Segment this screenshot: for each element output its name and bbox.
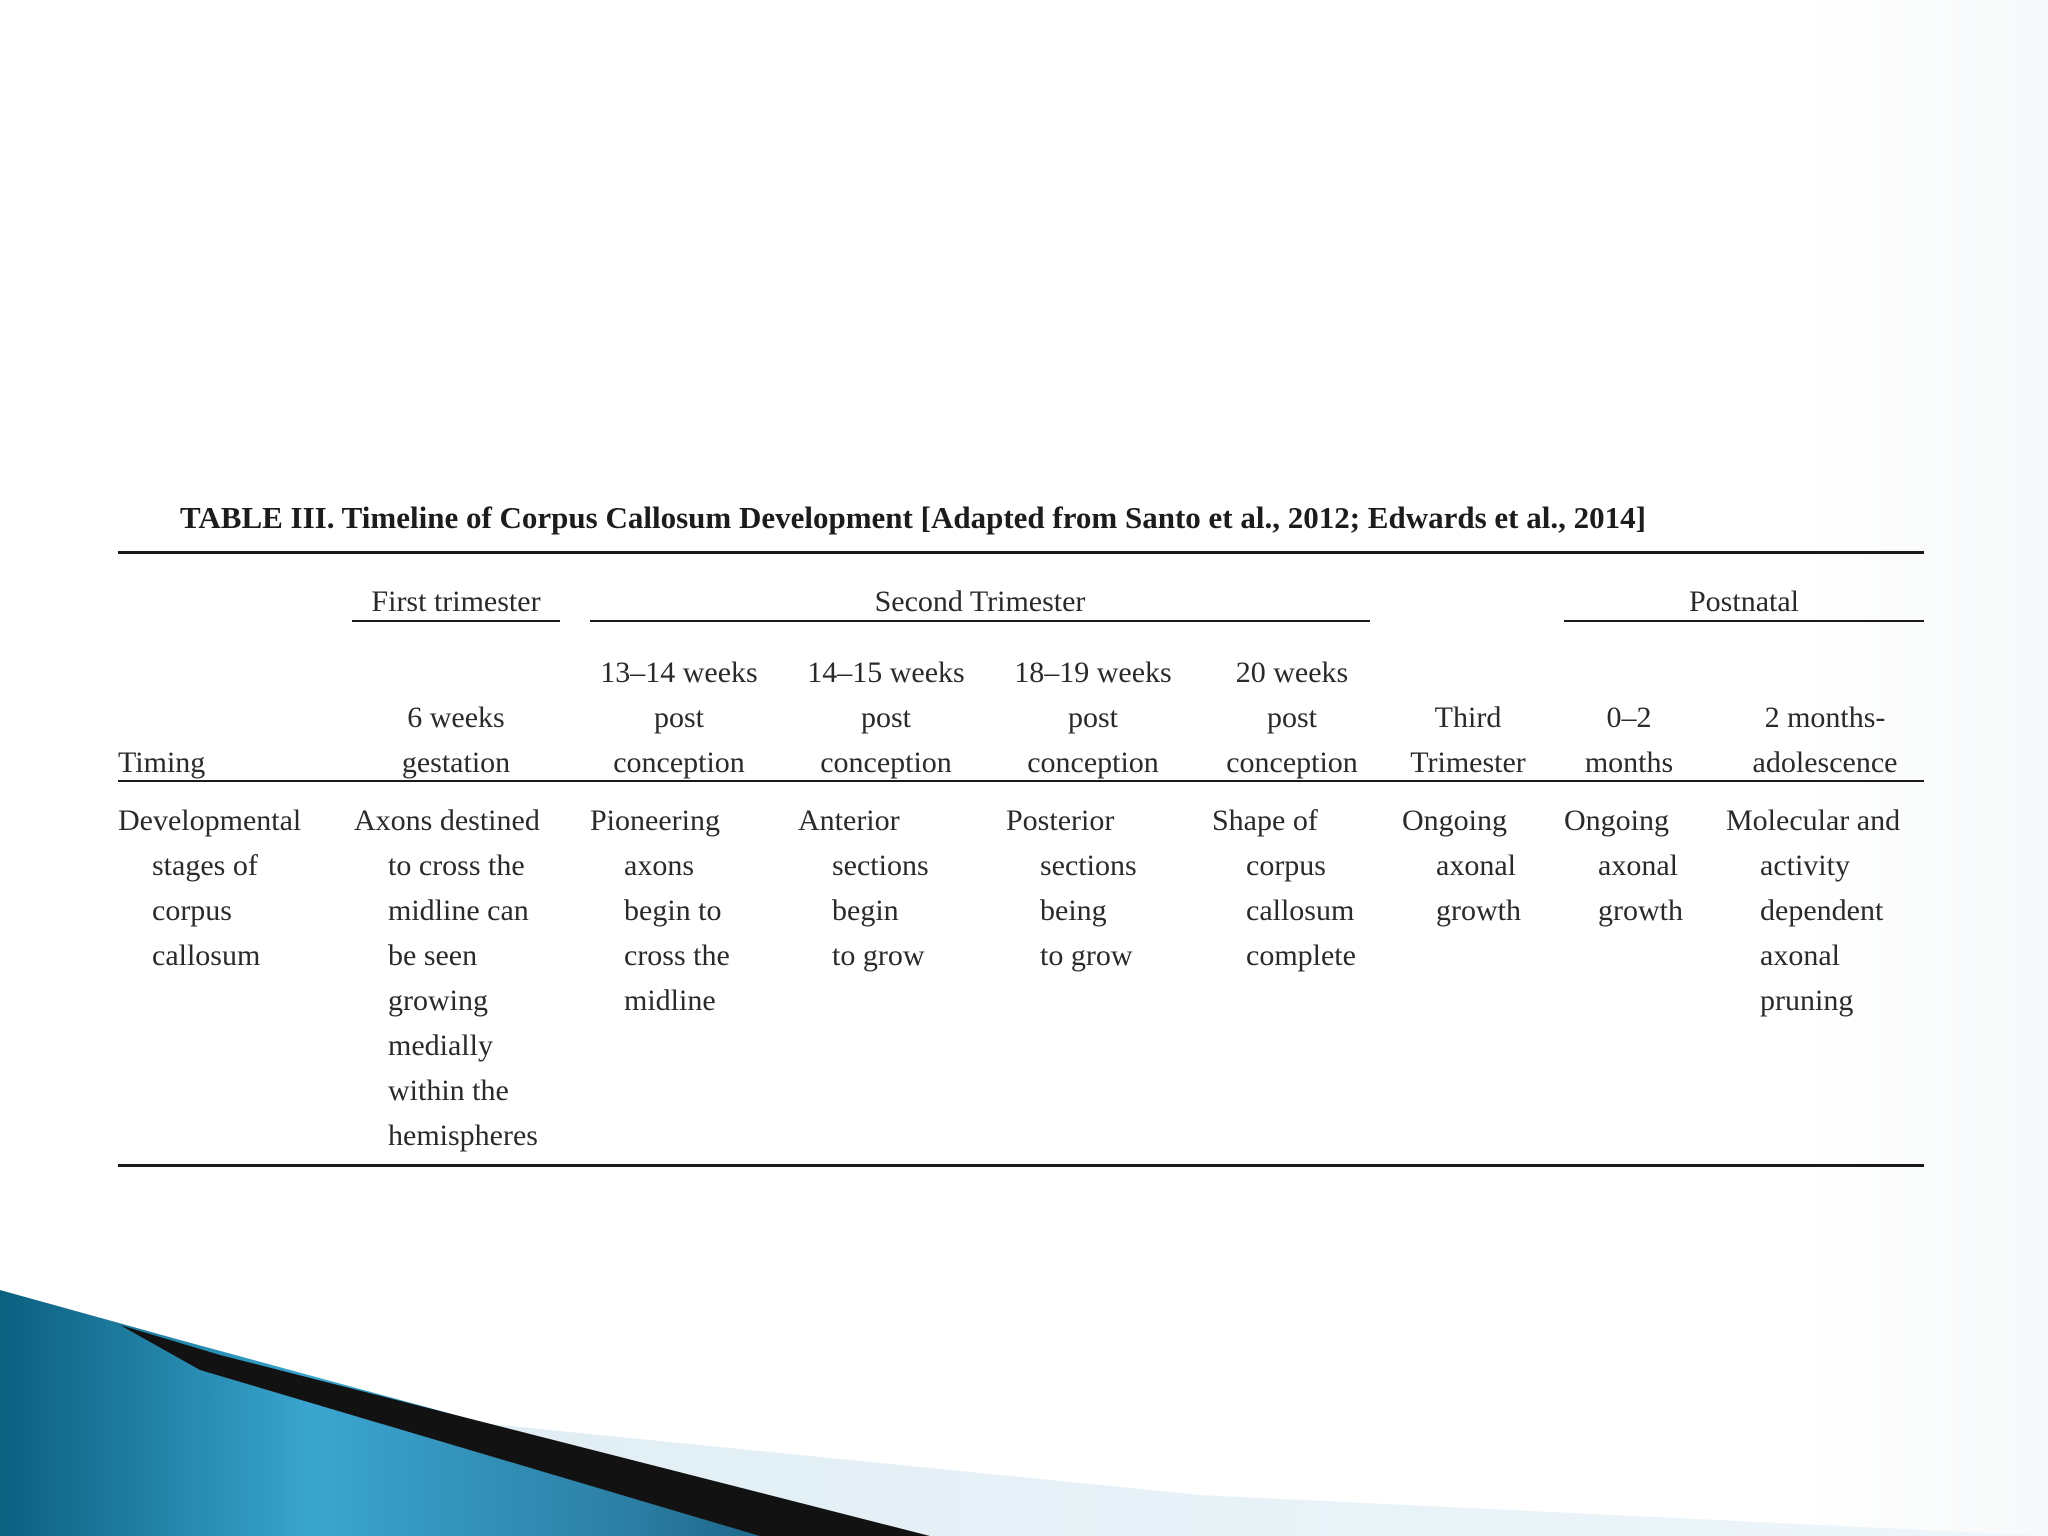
header-13-14-weeks — [590, 650, 768, 785]
header-line: conception — [820, 746, 952, 779]
header-18-19-weeks — [1004, 650, 1182, 785]
cell-line: growth — [1598, 894, 1683, 927]
cell-14-15-weeks — [798, 798, 929, 978]
header-2-months-adolescence — [1726, 695, 1924, 785]
header-6-weeks — [352, 695, 560, 785]
group-first-trimester: First trimester — [371, 585, 541, 618]
table-header-rule — [118, 780, 1924, 782]
cell-line: dependent — [1760, 894, 1884, 927]
cell-line: Posterior — [1006, 804, 1115, 837]
cell-13-14-weeks — [590, 798, 730, 1023]
cell-line: Anterior — [798, 804, 900, 837]
header-timing — [118, 740, 205, 785]
cell-18-19-weeks — [1006, 798, 1137, 978]
header-line: post — [653, 701, 704, 734]
cell-line: stages of — [152, 849, 258, 882]
cell-line: sections — [1040, 849, 1137, 882]
cell-line: midline can — [388, 894, 529, 927]
group-postnatal-underline — [1564, 620, 1924, 622]
table-bottom-rule — [118, 1164, 1924, 1167]
cell-third-trimester — [1402, 798, 1521, 933]
header-line: post — [860, 701, 911, 734]
cell-line: Ongoing — [1564, 804, 1669, 837]
cell-line: complete — [1246, 939, 1356, 972]
header-20-weeks — [1212, 650, 1372, 785]
header-line: 14–15 weeks — [807, 656, 965, 689]
cell-line: begin to — [624, 894, 722, 927]
group-first-underline — [352, 620, 560, 622]
cell-line: growth — [1436, 894, 1521, 927]
cell-developmental-stages — [118, 798, 301, 978]
cell-line: axonal — [1598, 849, 1678, 882]
cell-line: sections — [832, 849, 929, 882]
table-top-rule — [118, 551, 1924, 554]
cell-line: axons — [624, 849, 694, 882]
cell-20-weeks — [1212, 798, 1356, 978]
header-line: post — [1266, 701, 1317, 734]
cell-line: Shape of — [1212, 804, 1318, 837]
cell-line: be seen — [388, 939, 478, 972]
header-line: conception — [1027, 746, 1159, 779]
header-line: 6 weeks — [407, 701, 505, 734]
header-14-15-weeks — [797, 650, 975, 785]
cell-line: to grow — [1040, 939, 1133, 972]
header-line: 13–14 weeks — [600, 656, 758, 689]
header-line: 2 months- — [1764, 701, 1886, 734]
header-line: 18–19 weeks — [1014, 656, 1172, 689]
cell-line: Developmental — [118, 804, 302, 837]
cell-line: hemispheres — [388, 1119, 538, 1152]
cell-line: within the — [388, 1074, 509, 1107]
cell-line: axonal — [1436, 849, 1516, 882]
cell-line: medially — [388, 1029, 493, 1062]
cell-line: Molecular and — [1726, 804, 1901, 837]
group-postnatal: Postnatal — [1689, 585, 1799, 618]
cell-line: corpus — [1246, 849, 1326, 882]
cell-line: to cross the — [388, 849, 525, 882]
header-line: 20 weeks — [1235, 656, 1349, 689]
cell-0-2-months — [1564, 798, 1683, 933]
header-third-trimester — [1402, 695, 1534, 785]
header-line: gestation — [401, 746, 511, 779]
header-line: adolescence — [1752, 746, 1898, 779]
cell-line: Axons destined — [354, 804, 540, 837]
header-line: Timing — [118, 746, 206, 779]
header-line: Third — [1434, 701, 1502, 734]
header-line: post — [1067, 701, 1118, 734]
table-caption: TABLE III. Timeline of Corpus Callosum Development [Adapted from Santo et al., 2012; Edwards et al., 2014] — [180, 500, 1646, 535]
cell-line: midline — [624, 984, 716, 1017]
header-line: 0–2 — [1606, 701, 1652, 734]
cell-line: growing — [388, 984, 488, 1017]
cell-line: Pioneering — [590, 804, 720, 837]
cell-line: corpus — [152, 894, 232, 927]
cell-line: cross the — [624, 939, 730, 972]
cell-line: callosum — [1246, 894, 1355, 927]
cell-line: to grow — [832, 939, 925, 972]
header-line: conception — [613, 746, 745, 779]
cell-2-months-adolescence — [1726, 798, 1900, 1023]
cell-line: Ongoing — [1402, 804, 1507, 837]
cell-line: activity — [1760, 849, 1850, 882]
header-line: Trimester — [1410, 746, 1526, 779]
cell-line: pruning — [1760, 984, 1854, 1017]
cell-line: being — [1040, 894, 1107, 927]
slide-corner-decoration — [0, 1280, 2048, 1536]
cell-line: begin — [832, 894, 899, 927]
header-line: conception — [1226, 746, 1358, 779]
header-line: months — [1584, 746, 1674, 779]
header-0-2-months — [1564, 695, 1694, 785]
group-second-underline — [590, 620, 1370, 622]
cell-line: callosum — [152, 939, 261, 972]
cell-6-weeks — [354, 798, 540, 1158]
group-second-trimester: Second Trimester — [874, 585, 1086, 618]
cell-line: axonal — [1760, 939, 1840, 972]
